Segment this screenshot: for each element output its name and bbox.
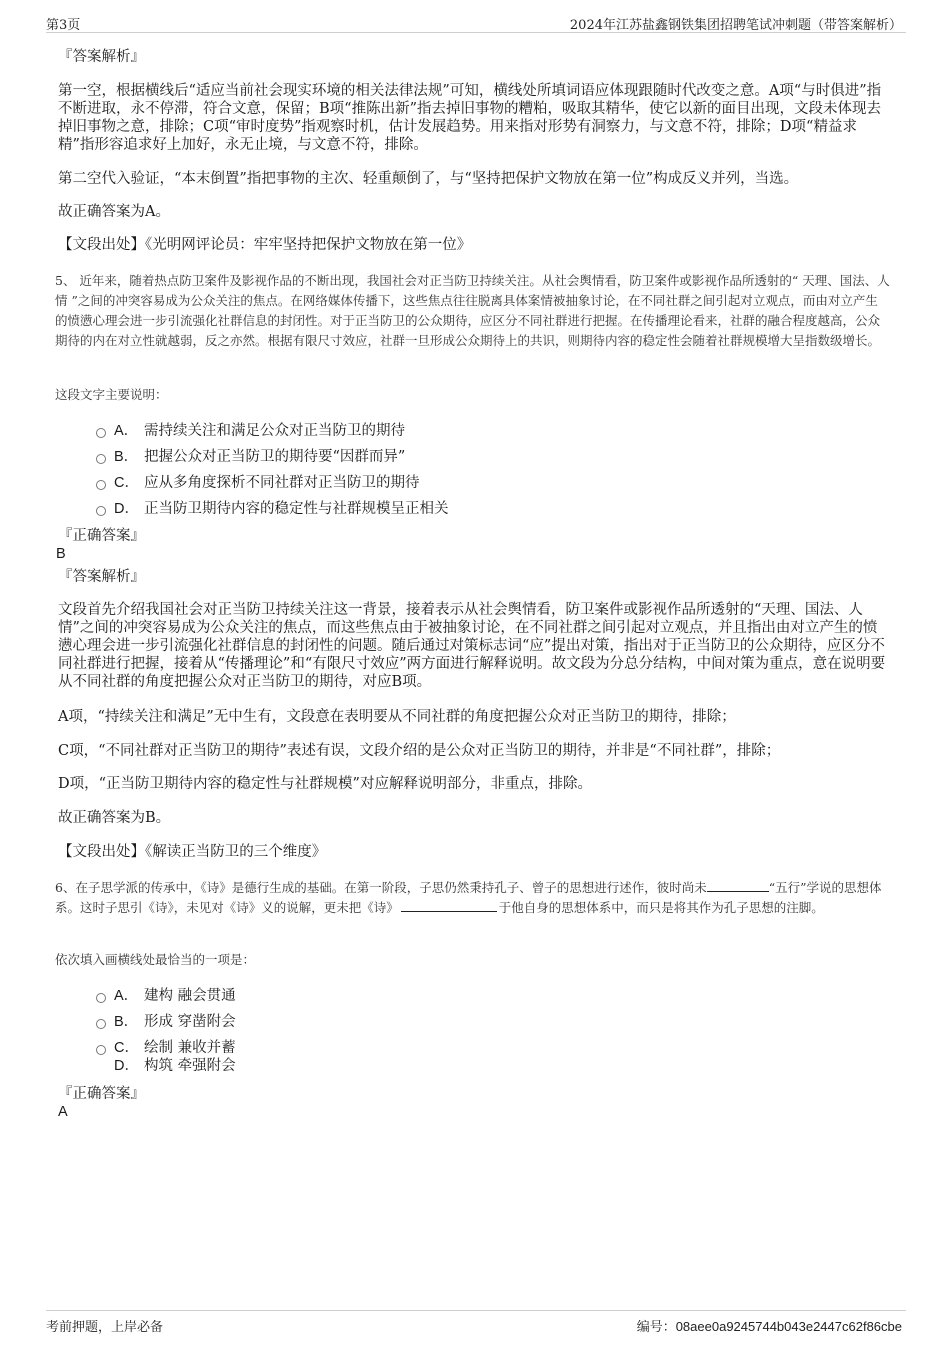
q5-option-a[interactable] — [96, 421, 405, 441]
q5-analysis-para4: D项，“正当防卫期待内容的稳定性与社群规模”对应解释说明部分，非重点，排除。 — [58, 776, 592, 792]
q5-conclusion: 故正确答案为B。 — [58, 810, 171, 826]
blank-2 — [401, 899, 497, 912]
radio-icon[interactable] — [96, 454, 106, 464]
q6-prompt: 依次填入画横线处最恰当的一项是： — [55, 952, 256, 967]
radio-icon[interactable] — [96, 480, 106, 490]
q5-analysis-para2: A项，“持续关注和满足”无中生有，文段意在表明要从不同社群的角度把握公众对正当防卫的期待，排除； — [58, 709, 736, 725]
page-header — [46, 12, 906, 33]
q5-option-b[interactable] — [96, 447, 405, 467]
option-text: 正当防卫期待内容的稳定性与社群规模呈正相关 — [144, 501, 449, 517]
option-text: 需持续关注和满足公众对正当防卫的期待 — [144, 423, 405, 439]
q6-stem-part2: “五行”学说的思想体系。这时子思引《诗》，未见对《诗》义的说解，更未把《诗》 — [55, 880, 882, 915]
q5-analysis-para3: C项，“不同社群对正当防卫的期待”表述有误，文段介绍的是公众对正当防卫的期待，并非是“不同社群”，排除； — [58, 743, 781, 759]
option-text: 构筑 牵强附会 — [144, 1058, 236, 1074]
option-text: 绘制 兼收并蓄 — [144, 1040, 236, 1056]
option-text: 建构 融会贯通 — [144, 988, 236, 1004]
q4-source: 【文段出处】《光明网评论员：牢牢坚持把保护文物放在第一位》 — [58, 237, 472, 253]
radio-icon[interactable] — [96, 428, 106, 438]
q4-analysis-para1: 第一空，根据横线后“适应当前社会现实环境的相关法律法规”可知，横线处所填词语应体现跟随时代改变之意。A项“与时俱进”指不断进取，永不停滞，符合文意，保留；B项“推陈出新”指去掉旧事物的糟粕，吸取其精华，使它以新的面目出现，文段未体现去掉旧事物之意，排除；C项“审时度势”指观察时机，估计发展趋势。用来指对形势有洞察力，与文意不符，排除；D项“精益求精”指形容追求好上加好，永无止境，与文意不符，排除。 — [58, 83, 882, 153]
radio-icon[interactable] — [96, 1019, 106, 1029]
q6-option-d[interactable] — [96, 1056, 236, 1076]
q5-answer: B — [56, 546, 66, 562]
option-key: B． — [114, 1014, 139, 1030]
footer-code: 编号：08aee0a9245744b043e2447c62f86cbe — [636, 1319, 902, 1334]
option-key: C． — [114, 475, 139, 491]
page-footer — [46, 1310, 906, 1335]
footer-slogan: 考前押题，上岸必备 — [46, 1320, 164, 1335]
option-key: D． — [114, 1058, 139, 1074]
option-key: C． — [114, 1040, 139, 1056]
option-key: D． — [114, 501, 139, 517]
option-key: A． — [114, 423, 139, 439]
q6-answer-label: 『正确答案』 — [58, 1086, 145, 1102]
radio-icon[interactable] — [96, 1045, 106, 1055]
q5-prompt: 这段文字主要说明： — [55, 387, 168, 402]
q5-stem: 5、 近年来，随着热点防卫案件及影视作品的不断出现，我国社会对正当防卫持续关注。从社会舆情看，防卫案件或影视作品所透射的“ 天理、国法、人情 ”之间的冲突容易成为公众关注的焦点。在网络媒体传播下，这些焦点往往脱离具体案情被抽象讨论，在不同社群之间引起对立观点，而由对立产生的愤懑心理会进一步引流强化社群信息的封闭性。对于正当防卫的公众期待，应区分不同社群进行把握。在传播理论看来，社群的融合程度越高，公众期待的内在对立性就越弱，反之亦然。根据有限尺寸效应，社群一旦形成公众期待上的共识，则期待内容的稳定性会随着社群规模增大呈指数级增长。 — [55, 273, 890, 348]
radio-icon[interactable] — [96, 993, 106, 1003]
q5-answer-label: 『正确答案』 — [58, 528, 145, 544]
option-key: B． — [114, 449, 139, 465]
option-text: 形成 穿凿附会 — [144, 1014, 236, 1030]
q6-stem-part1: 6、在子思学派的传承中，《诗》是德行生成的基础。在第一阶段，子思仍然秉持孔子、曾子的思想进行述作，彼时尚未 — [55, 880, 707, 895]
q6-option-c[interactable] — [96, 1038, 236, 1058]
q4-conclusion: 故正确答案为A。 — [58, 204, 170, 220]
q4-analysis-para2: 第二空代入验证，“本末倒置”指把事物的主次、轻重颠倒了，与“坚持把保护文物放在第一位”构成反义并列，当选。 — [58, 171, 799, 187]
q5-source: 【文段出处】《解读正当防卫的三个维度》 — [58, 844, 327, 860]
q6-option-b[interactable] — [96, 1012, 236, 1032]
blank-1 — [707, 879, 769, 892]
option-text: 应从多角度探析不同社群对正当防卫的期待 — [144, 475, 420, 491]
q6-answer: A — [58, 1104, 68, 1120]
q4-analysis-label: 『答案解析』 — [58, 49, 145, 65]
q6-option-a[interactable] — [96, 986, 236, 1006]
q5-analysis-label: 『答案解析』 — [58, 569, 145, 585]
q6-stem — [55, 878, 895, 918]
q5-analysis-para1: 文段首先介绍我国社会对正当防卫持续关注这一背景，接着表示从社会舆情看，防卫案件或影视作品所透射的“天理、国法、人情”之间的冲突容易成为公众关注的焦点，而这些焦点由于被抽象讨论，在不同社群之间引起对立观点，并且指出由对立产生的愤懑心理会进一步引流强化社群信息的封闭性的问题。随后通过对策标志词“应”提出对策，指出对于正当防卫的公众期待，应区分不同社群进行把握，接着从“传播理论”和“有限尺寸效应”两方面进行解释说明。故文段为分总分结构，中间对策为重点，意在说明要从不同社群的角度把握公众对正当防卫的期待，对应B项。 — [58, 602, 886, 690]
radio-icon[interactable] — [96, 506, 106, 516]
page-number: 第3页 — [46, 18, 81, 33]
option-text: 把握公众对正当防卫的期待要“因群而异” — [144, 449, 406, 465]
q6-stem-part3: 于他自身的思想体系中，而只是将其作为孔子思想的注脚。 — [498, 900, 824, 915]
q5-option-d[interactable] — [96, 499, 449, 519]
option-key: A． — [114, 988, 139, 1004]
document-title: 2024年江苏盐鑫钢铁集团招聘笔试冲刺题（带答案解析） — [569, 18, 902, 33]
q5-option-c[interactable] — [96, 473, 420, 493]
